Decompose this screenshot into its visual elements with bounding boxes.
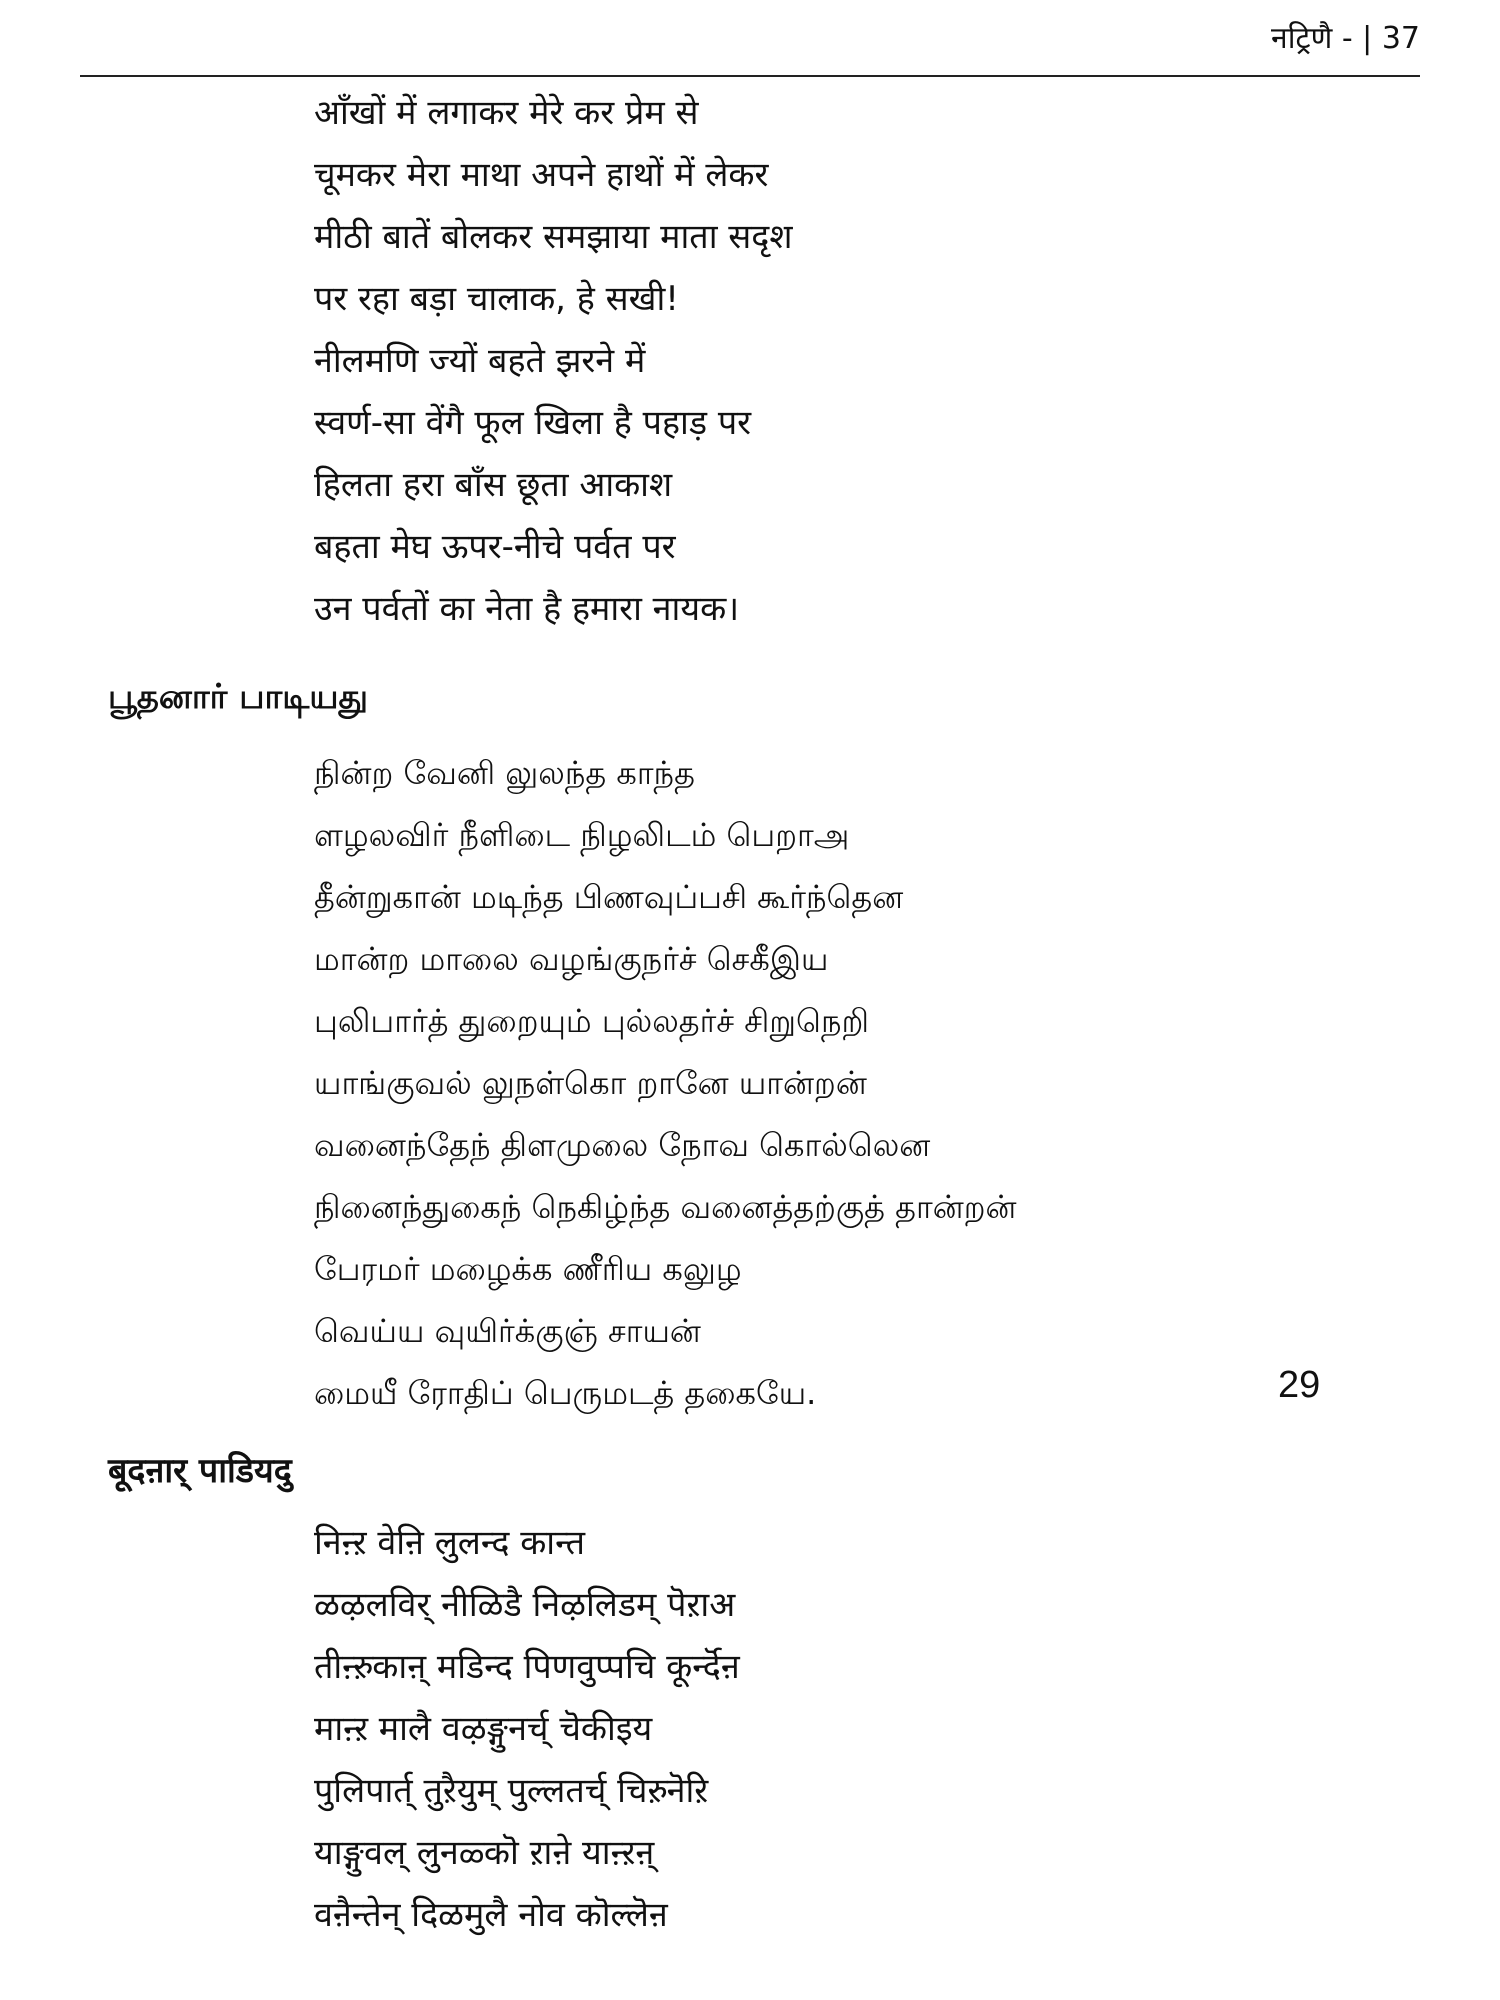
verse-line: याङ्गुवल् लुनळ्कॊ ऱाऩे याऩ्ऱऩ्: [314, 1833, 655, 1873]
verse-line: निऩ्ऱ वेऩि लुलन्द कान्त: [314, 1523, 585, 1563]
verse-line: தீன்றுகான் மடிந்த பிணவுப்பசி கூர்ந்தென: [314, 878, 904, 916]
tamil-poem-stanza: [314, 742, 1017, 1424]
verse-line: पुलिपार्त् तुऱैयुम् पुल्लतर्च् चिऱुनॆऱि: [314, 1771, 709, 1811]
verse-line: பேரமர் மழைக்க ணீரிய கலுழ: [314, 1250, 742, 1288]
verse-line: மையீ ரோதிப் பெருமடத் தகையே.: [314, 1374, 817, 1412]
verse-line: पर रहा बड़ा चालाक, हे सखी!: [314, 279, 679, 319]
transliteration-section-heading: बूदऩार् पाडियदु: [108, 1451, 292, 1491]
verse-line: वऩैन्तेन् दिळमुलै नोव कॊल्लॆऩ: [314, 1895, 668, 1935]
verse-line: வனைந்தேந் திளமுலை நோவ கொல்லென: [314, 1126, 931, 1164]
hindi-translation-stanza: [314, 82, 792, 640]
verse-number: 29: [1278, 1364, 1321, 1406]
verse-line: आँखों में लगाकर मेरे कर प्रेम से: [314, 93, 699, 133]
verse-line: बहता मेघ ऊपर-नीचे पर्वत पर: [314, 527, 676, 567]
verse-line: चूमकर मेरा माथा अपने हाथों में लेकर: [314, 155, 769, 195]
running-header: नट्रिणै - | 37: [1271, 21, 1420, 56]
transliteration-stanza: [314, 1512, 740, 1946]
header-rule: [80, 75, 1420, 77]
verse-line: நினைந்துகைந் நெகிழ்ந்த வனைத்தற்குத் தான்றன்: [314, 1188, 1017, 1226]
verse-line: माऩ्ऱ मालै वऴङ्गुनर्च् चॆकीइय: [314, 1709, 653, 1749]
verse-line: மான்ற மாலை வழங்குநர்ச் செகீஇய: [314, 940, 829, 978]
verse-line: வெய்ய வுயிர்க்குஞ் சாயன்: [314, 1312, 701, 1350]
verse-line: तीऩ्ऱुकाऩ् मडिन्द पिणवुप्पचि कूर्न्दॆऩ: [314, 1647, 740, 1687]
tamil-section-heading: பூதனார் பாடியது: [108, 677, 368, 717]
verse-line: उन पर्वतों का नेता है हमारा नायक।: [314, 589, 740, 629]
verse-line: हिलता हरा बाँस छूता आकाश: [314, 465, 673, 505]
verse-line: मीठी बातें बोलकर समझाया माता सदृश: [314, 217, 793, 257]
verse-line: ளழலவிர் நீளிடை நிழலிடம் பெறாஅ: [314, 816, 850, 854]
verse-line: स्वर्ण-सा वेंगै फूल खिला है पहाड़ पर: [314, 403, 752, 443]
verse-line: புலிபார்த் துறையும் புல்லதர்ச் சிறுநெறி: [314, 1002, 870, 1040]
verse-line: நின்ற வேனி லுலந்த காந்த: [314, 754, 695, 792]
verse-line: नीलमणि ज्यों बहते झरने में: [314, 341, 646, 381]
verse-line: யாங்குவல் லுநள்கொ றானே யான்றன்: [314, 1064, 867, 1102]
verse-line: ळऴलविर् नीळिडै निऴलिडम् पॆऱाअ: [314, 1585, 736, 1625]
